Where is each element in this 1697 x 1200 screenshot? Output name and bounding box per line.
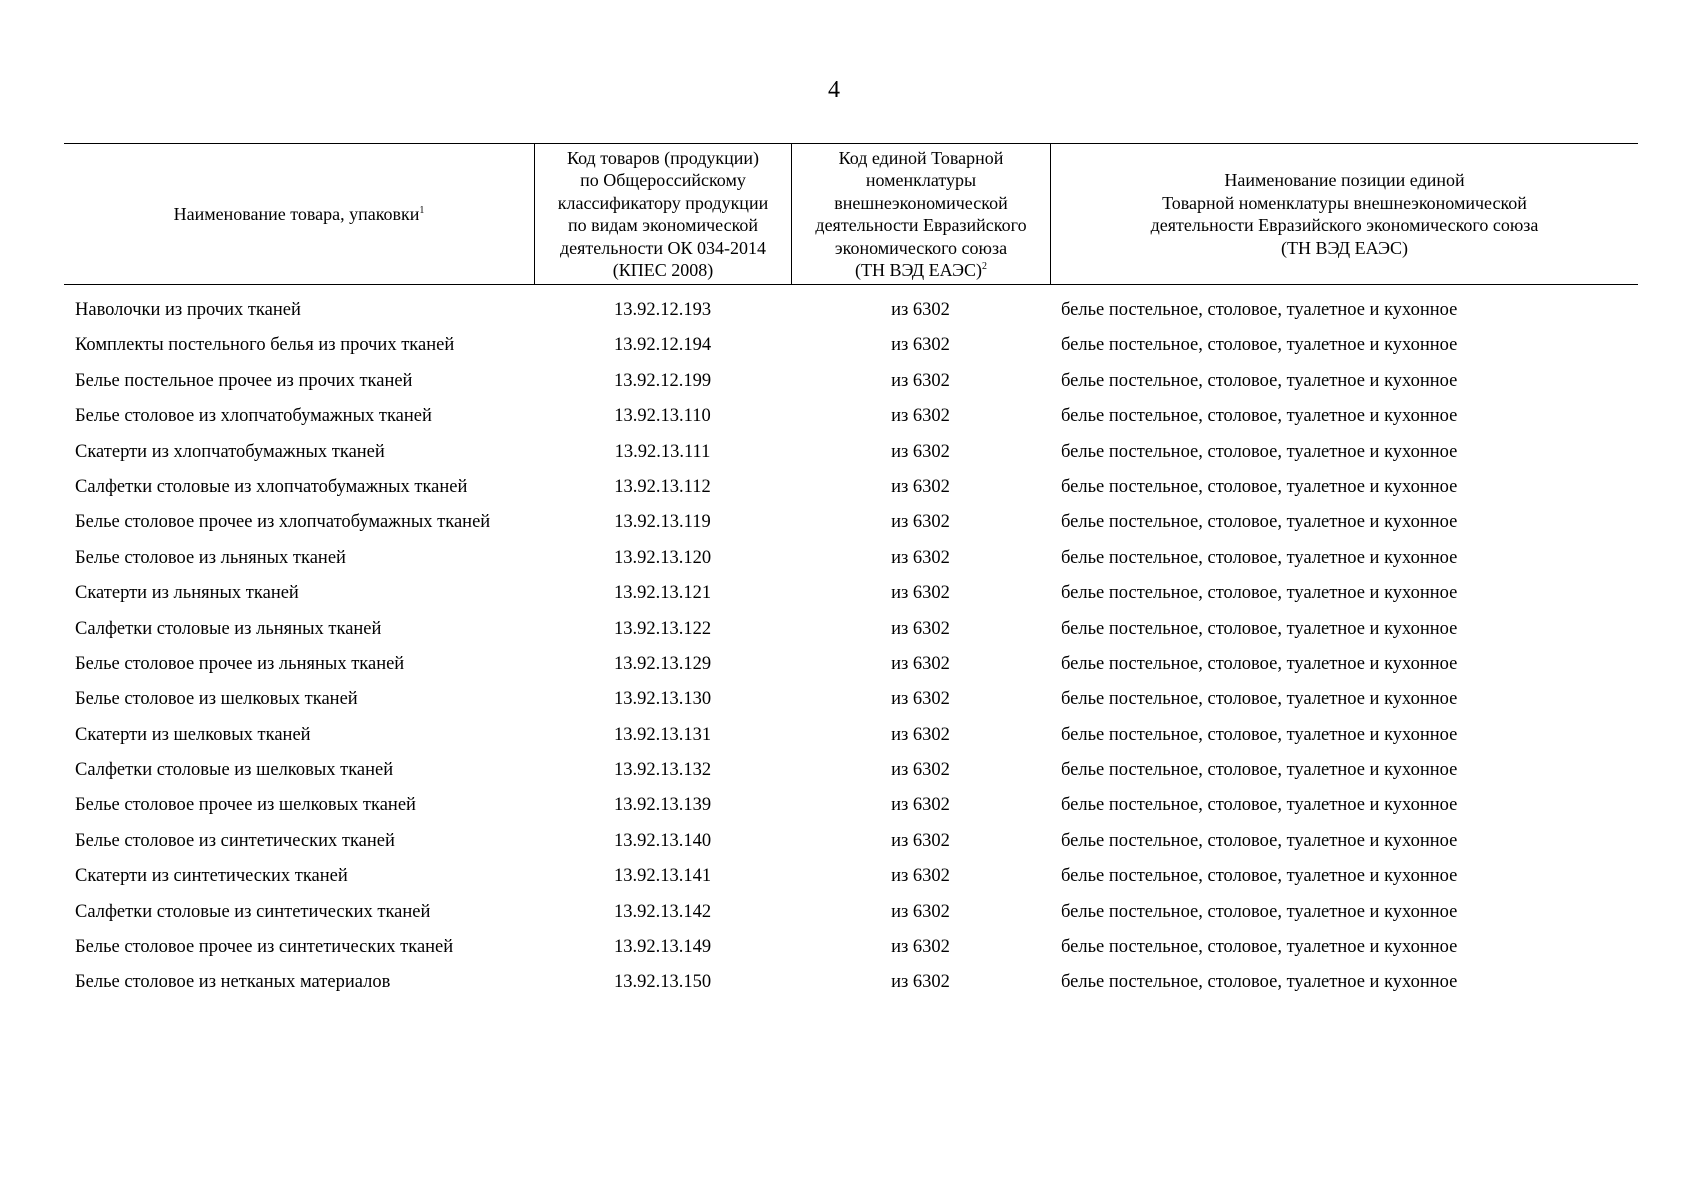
tnved-code-cell: из 6302 xyxy=(891,901,950,922)
header-okpd-line: Код товаров (продукции) xyxy=(566,147,760,168)
table-row xyxy=(64,865,1638,888)
tnved-code-cell: из 6302 xyxy=(891,653,950,674)
okpd-code-cell: 13.92.13.111 xyxy=(614,441,711,462)
header-tnved-code-line: экономического союза xyxy=(834,237,1008,258)
goods-name-cell: Наволочки из прочих тканей xyxy=(75,300,301,320)
header-goods-name xyxy=(64,144,534,284)
okpd-code-cell: 13.92.13.132 xyxy=(613,760,712,781)
okpd-code-cell: 13.92.13.112 xyxy=(614,476,711,497)
tnved-code-cell: из 6302 xyxy=(891,547,950,568)
header-tnved-name-line: (ТН ВЭД ЕАЭС) xyxy=(1280,237,1409,258)
tnved-name-cell: белье постельное, столовое, туалетное и кухонное xyxy=(1061,547,1458,568)
header-tnved-name xyxy=(1050,144,1638,284)
tnved-name-cell: белье постельное, столовое, туалетное и кухонное xyxy=(1061,724,1458,745)
okpd-code-cell: 13.92.13.149 xyxy=(613,937,712,958)
goods-name-cell: Белье столовое прочее из шелковых тканей xyxy=(75,795,416,816)
page-number: 4 xyxy=(828,77,840,103)
goods-name-cell: Салфетки столовые из синтетических тканей xyxy=(75,901,431,922)
tnved-name-cell: белье постельное, столовое, туалетное и кухонное xyxy=(1061,441,1458,462)
table-row xyxy=(64,759,1638,782)
header-tnved-code-line: внешнеэкономической xyxy=(834,192,1008,213)
goods-name-cell: Скатерти из хлопчатобумажных тканей xyxy=(75,441,385,462)
tnved-name-cell: белье постельное, столовое, туалетное и кухонное xyxy=(1061,760,1458,781)
footnote-ref-2: 2 xyxy=(982,261,988,272)
okpd-code-cell: 13.92.13.142 xyxy=(613,901,712,922)
goods-name-cell: Салфетки столовые из льняных тканей xyxy=(75,618,382,639)
tnved-name-cell: белье постельное, столовое, туалетное и кухонное xyxy=(1061,335,1458,356)
header-tnved-code-line: деятельности Евразийского xyxy=(815,215,1027,235)
header-tnved-code-line: Код единой Товарной xyxy=(838,147,1004,168)
goods-name-cell: Скатерти из шелковых тканей xyxy=(75,724,311,745)
okpd-code-cell: 13.92.12.193 xyxy=(613,300,712,320)
okpd-code-cell: 13.92.13.122 xyxy=(613,618,712,639)
goods-name-cell: Белье столовое из хлопчатобумажных тканей xyxy=(75,406,432,427)
table-row xyxy=(64,405,1638,428)
header-okpd-line: по видам экономической xyxy=(567,215,759,235)
tnved-code-cell: из 6302 xyxy=(891,441,950,462)
header-tnved-name-line: Товарной номенклатуры внешнеэкономической xyxy=(1162,192,1527,213)
tnved-code-cell: из 6302 xyxy=(891,830,950,851)
okpd-code-cell: 13.92.13.119 xyxy=(614,512,711,533)
header-okpd-line: (КПЕС 2008) xyxy=(612,260,714,280)
goods-name-cell: Белье столовое из шелковых тканей xyxy=(75,689,358,710)
table-row xyxy=(64,724,1638,747)
okpd-code-cell: 13.92.13.130 xyxy=(613,689,712,710)
tnved-name-cell: белье постельное, столовое, туалетное и кухонное xyxy=(1061,830,1458,851)
okpd-code-cell: 13.92.12.194 xyxy=(613,335,712,356)
table-row xyxy=(64,688,1638,711)
table-row xyxy=(64,830,1638,853)
table-row xyxy=(64,441,1638,464)
tnved-name-cell: белье постельное, столовое, туалетное и кухонное xyxy=(1061,476,1458,497)
goods-name-cell: Белье столовое из синтетических тканей xyxy=(75,830,395,851)
goods-name-cell: Белье столовое прочее из хлопчатобумажных тканей xyxy=(75,512,491,533)
goods-name-cell: Белье столовое прочее из льняных тканей xyxy=(75,653,405,674)
okpd-code-cell: 13.92.13.139 xyxy=(613,795,712,816)
table-row xyxy=(64,901,1638,924)
tnved-name-cell: белье постельное, столовое, туалетное и кухонное xyxy=(1061,972,1458,993)
tnved-code-cell: из 6302 xyxy=(891,760,950,781)
goods-name-cell: Комплекты постельного белья из прочих тканей xyxy=(75,335,455,356)
table-row xyxy=(64,971,1638,994)
goods-name-cell: Скатерти из льняных тканей xyxy=(75,583,299,604)
tnved-code-cell: из 6302 xyxy=(891,972,950,993)
goods-table xyxy=(64,143,1638,1007)
tnved-code-cell: из 6302 xyxy=(891,370,950,391)
tnved-code-cell: из 6302 xyxy=(891,406,950,427)
tnved-name-cell: белье постельное, столовое, туалетное и кухонное xyxy=(1061,689,1458,710)
okpd-code-cell: 13.92.13.141 xyxy=(613,866,712,887)
tnved-code-cell: из 6302 xyxy=(891,689,950,710)
okpd-code-cell: 13.92.13.131 xyxy=(613,724,712,745)
header-tnved-name-line: деятельности Евразийского экономического союза xyxy=(1150,215,1539,235)
tnved-name-cell: белье постельное, столовое, туалетное и кухонное xyxy=(1061,300,1458,320)
tnved-code-cell: из 6302 xyxy=(891,795,950,816)
table-header xyxy=(64,143,1638,285)
goods-name-cell: Салфетки столовые из шелковых тканей xyxy=(75,760,394,781)
tnved-name-cell: белье постельное, столовое, туалетное и кухонное xyxy=(1061,618,1458,639)
tnved-code-cell: из 6302 xyxy=(891,476,950,497)
table-row xyxy=(64,547,1638,570)
tnved-code-cell: из 6302 xyxy=(891,335,950,356)
goods-name-cell: Белье постельное прочее из прочих тканей xyxy=(75,370,413,391)
goods-name-cell: Белье столовое прочее из синтетических тканей xyxy=(75,937,454,958)
tnved-name-cell: белье постельное, столовое, туалетное и кухонное xyxy=(1061,653,1458,674)
table-row xyxy=(64,618,1638,641)
table-row xyxy=(64,370,1638,393)
tnved-name-cell: белье постельное, столовое, туалетное и кухонное xyxy=(1061,583,1458,604)
table-row xyxy=(64,299,1638,322)
header-goods-name-label: Наименование товара, упаковки xyxy=(173,203,420,224)
okpd-code-cell: 13.92.13.140 xyxy=(613,830,712,851)
tnved-name-cell: белье постельное, столовое, туалетное и кухонное xyxy=(1061,901,1458,922)
tnved-name-cell: белье постельное, столовое, туалетное и кухонное xyxy=(1061,866,1458,887)
table-row xyxy=(64,511,1638,534)
goods-name-cell: Белье столовое из льняных тканей xyxy=(75,547,346,568)
table-row xyxy=(64,936,1638,959)
goods-name-cell: Салфетки столовые из хлопчатобумажных тканей xyxy=(75,476,468,497)
goods-name-cell: Скатерти из синтетических тканей xyxy=(75,866,348,887)
okpd-code-cell: 13.92.13.129 xyxy=(613,653,712,674)
table-row xyxy=(64,476,1638,499)
table-body xyxy=(64,285,1638,994)
tnved-code-cell: из 6302 xyxy=(891,724,950,745)
footnote-ref-1: 1 xyxy=(419,204,425,216)
tnved-code-cell: из 6302 xyxy=(891,512,950,533)
goods-name-cell: Белье столовое из нетканых материалов xyxy=(75,972,391,993)
tnved-code-cell: из 6302 xyxy=(891,300,950,320)
header-okpd-line: по Общероссийскому xyxy=(580,170,746,190)
okpd-code-cell: 13.92.13.150 xyxy=(613,972,712,993)
header-tnved-code xyxy=(791,144,1050,284)
tnved-name-cell: белье постельное, столовое, туалетное и кухонное xyxy=(1061,937,1458,958)
tnved-name-cell: белье постельное, столовое, туалетное и кухонное xyxy=(1061,795,1458,816)
table-row xyxy=(64,582,1638,605)
tnved-code-cell: из 6302 xyxy=(891,618,950,639)
okpd-code-cell: 13.92.13.120 xyxy=(613,547,712,568)
table-row xyxy=(64,653,1638,676)
header-okpd-line: деятельности ОК 034-2014 xyxy=(559,237,767,258)
tnved-name-cell: белье постельное, столовое, туалетное и кухонное xyxy=(1061,406,1458,427)
tnved-code-cell: из 6302 xyxy=(891,866,950,887)
tnved-name-cell: белье постельное, столовое, туалетное и кухонное xyxy=(1061,370,1458,391)
tnved-code-cell: из 6302 xyxy=(891,937,950,958)
tnved-code-cell: из 6302 xyxy=(891,583,950,604)
tnved-name-cell: белье постельное, столовое, туалетное и кухонное xyxy=(1061,512,1458,533)
table-row xyxy=(64,794,1638,817)
header-okpd-line: классификатору продукции xyxy=(557,192,769,213)
table-row xyxy=(64,334,1638,357)
header-tnved-code-line: номенклатуры xyxy=(865,170,977,190)
okpd-code-cell: 13.92.12.199 xyxy=(613,370,712,391)
okpd-code-cell: 13.92.13.110 xyxy=(614,406,711,427)
header-tnved-code-line: (ТН ВЭД ЕАЭС)$^2$ xyxy=(854,260,988,280)
header-okpd-code xyxy=(534,144,791,284)
header-tnved-name-line: Наименование позиции единой xyxy=(1224,170,1465,190)
okpd-code-cell: 13.92.13.121 xyxy=(613,583,712,604)
